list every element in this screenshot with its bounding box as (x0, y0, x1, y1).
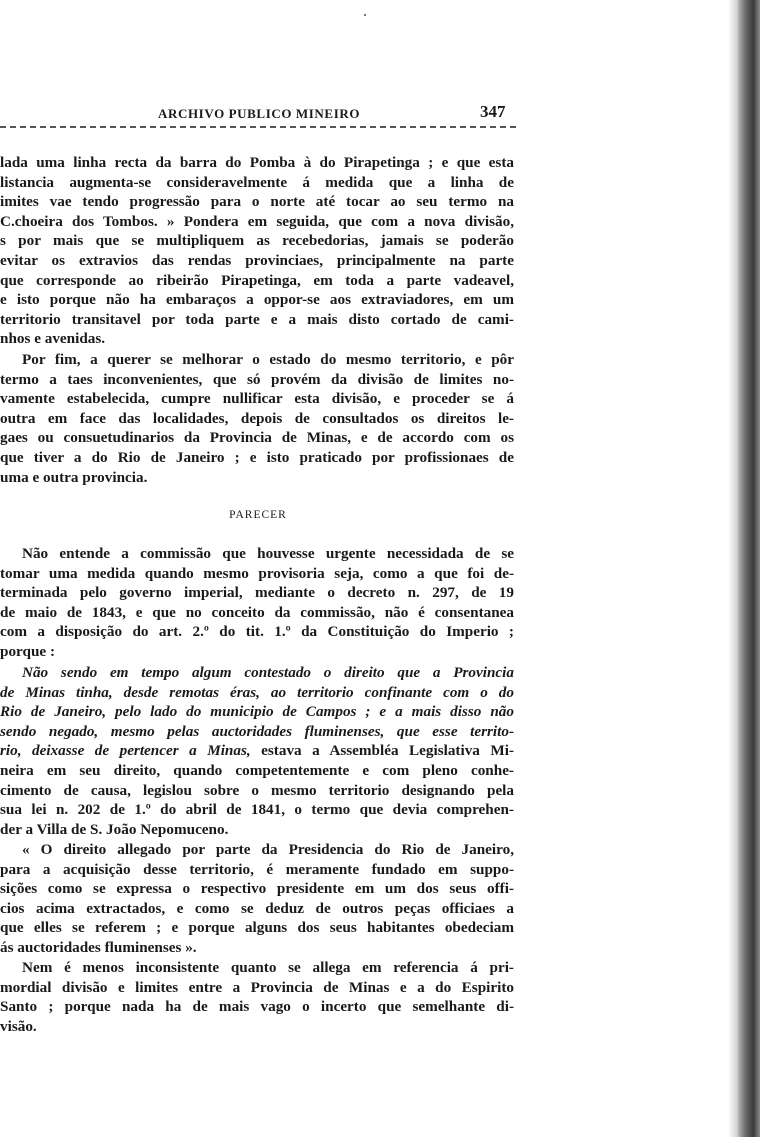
text-line: com a disposição do art. 2.º do tit. 1.º da Constituição do Imperio ; (0, 623, 514, 641)
text-line: territorio transitavel por toda parte e a mais disto cortado de cami- (0, 310, 514, 328)
header-title: ARCHIVO PUBLICO MINEIRO (158, 106, 361, 121)
text-line: outra em face das localidades, depois de consultados os direitos le- (0, 409, 514, 427)
italic-run: rio, deixasse de pertencer a Minas, (0, 742, 251, 760)
text-line: e isto porque não ha embaraços a oppor-se aos extraviadores, em um (0, 291, 514, 309)
text-line: sições como se expressa o respectivo presidente em um dos seus offi- (0, 880, 514, 898)
text-line: cimento de causa, legislou sobre o mesmo territorio designando pela (0, 781, 514, 799)
text-line: Rio de Janeiro, pelo lado do municipio de Campos ; e a mais disso não (0, 703, 514, 721)
section-heading: PARECER (229, 509, 287, 521)
text-line: sua lei n. 202 de 1.º do abril de 1841, o termo que devia comprehen- (0, 801, 514, 819)
paragraph-5 (0, 840, 514, 958)
text-line: terminada pelo governo imperial, mediante o decreto n. 297, de 19 (0, 584, 514, 602)
paragraph-1 (0, 153, 514, 349)
text-line: termo a taes inconvenientes, que só provém da divisão de limites no- (0, 370, 514, 388)
text-line: evitar os extravios das rendas provinciaes, principalmente na parte (0, 251, 514, 269)
text-line: ás auctoridades fluminenses ». (0, 938, 197, 956)
text-line: que elles se referem ; e porque alguns dos seus habitantes obedeciam (0, 919, 514, 937)
text-line (0, 741, 514, 761)
text-line: neira em seu direito, quando competentemente e com pleno conhe- (0, 761, 514, 779)
text-line: Nem é menos inconsistente quanto se allega em referencia á pri- (22, 959, 514, 976)
text-line: cios acima extractados, e como se deduz de outros peças officiaes a (0, 899, 514, 917)
text-run: estava a Assembléa Legislativa Mi- (261, 742, 514, 760)
paragraph-6 (0, 958, 514, 1036)
text-line: Santo ; porque nada ha de mais vago o incerto que semelhante di- (0, 998, 514, 1016)
page-number: 347 (480, 102, 506, 121)
text-line: imites vae tendo progressão para o norte até tocar ao seu termo na (0, 193, 514, 211)
scan-speck (364, 14, 366, 16)
header-rule (0, 126, 516, 128)
text-line: que tiver a do Rio de Janeiro ; e isto praticado por profissionaes de (0, 448, 514, 466)
text-line: sendo negado, mesmo pelas auctoridades fluminenses, que esse territo- (0, 722, 514, 740)
text-line: gaes ou consuetudinarios da Provincia de Minas, e de accordo com os (0, 429, 514, 447)
text-line: de Minas tinha, desde remotas éras, ao territorio confinante com o do (0, 683, 514, 701)
paragraph-2 (0, 350, 514, 487)
text-line: der a Villa de S. João Nepomuceno. (0, 820, 229, 838)
text-line: « O direito allegado por parte da Presidencia do Rio de Janeiro, (22, 841, 514, 858)
text-line: vamente estabelecida, cumpre nullificar esta divisão, e proceder se á (0, 390, 514, 408)
paragraph-3 (0, 544, 514, 662)
text-line: uma e outra provincia. (0, 468, 148, 486)
text-line: s por mais que se multipliquem as recebedorias, jamais se poderão (0, 232, 514, 250)
text-line: Por fim, a querer se melhorar o estado do mesmo territorio, e pôr (22, 351, 514, 368)
text-line: visão. (0, 1017, 37, 1035)
text-line: porque : (0, 642, 55, 660)
text-line: Não sendo em tempo algum contestado o direito que a Provincia (22, 664, 514, 681)
text-line: Não entende a commissão que houvesse urgente necessidada de se (22, 545, 514, 562)
paragraph-4 (0, 663, 514, 839)
text-line: para a acquisição desse territorio, é meramente fundado em suppo- (0, 860, 514, 878)
text-line: nhos e avenidas. (0, 330, 106, 348)
text-line: lada uma linha recta da barra do Pomba à do Pirapetinga ; e que esta (0, 154, 514, 171)
scan-edge-bar (738, 0, 760, 1137)
text-line: tomar uma medida quando mesmo provisoria seja, como a que foi de- (0, 564, 514, 582)
running-header (0, 102, 516, 126)
text-line: de maio de 1843, e que no conceito da commissão, não é consentanea (0, 603, 514, 621)
text-line: C.choeira dos Tombos. » Pondera em seguida, que com a nova divisão, (0, 212, 514, 230)
text-line: mordial divisão e limites entre a Provincia de Minas e a do Espirito (0, 978, 514, 996)
text-line: listancia augmenta-se consideravelmente á medida que a linha de (0, 173, 514, 191)
binding-shadow (728, 0, 738, 1137)
text-line: que corresponde ao ribeirão Pirapetinga, em toda a parte vadeavel, (0, 271, 514, 289)
